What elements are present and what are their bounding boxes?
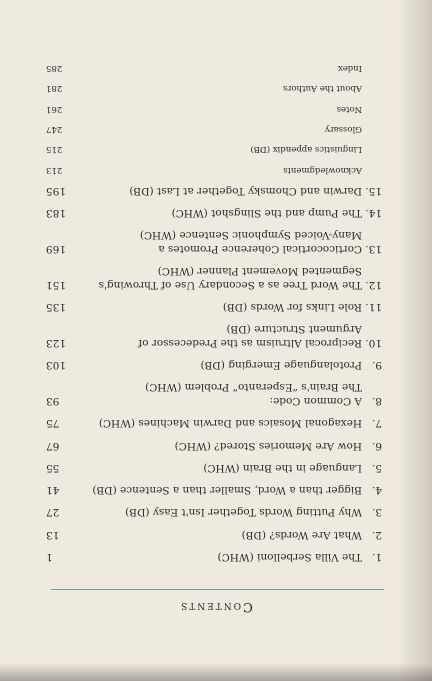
chapter-title-line: Why Putting Words Together Isn't Easy (DB): [125, 506, 362, 519]
chapter-number: 9.: [371, 359, 382, 372]
toc-chapter-entry: [46, 300, 382, 314]
back-matter-row: [46, 82, 382, 93]
chapter-row: [46, 416, 382, 430]
chapter-row: [46, 527, 382, 541]
chapter-row: [46, 322, 382, 349]
back-matter-label: Notes: [336, 103, 362, 114]
chapter-title: [68, 264, 362, 291]
chapter-row: [46, 206, 382, 220]
chapter-number: 8.: [371, 394, 382, 407]
chapter-title: [68, 322, 362, 349]
back-matter-row: [46, 143, 382, 154]
table-of-contents: [46, 53, 382, 563]
chapter-number: 7.: [371, 417, 382, 430]
chapter-number: 15.: [365, 184, 382, 197]
chapter-row: [46, 550, 382, 564]
back-matter-page-number: 281: [46, 83, 63, 94]
chapter-number: 14.: [365, 207, 382, 220]
chapter-title: [68, 438, 362, 452]
toc-chapter-entry: [46, 505, 382, 519]
chapter-title-line: The Villa Serbelloni (WHC): [217, 551, 362, 563]
toc-chapter-entry: [46, 438, 382, 452]
chapter-row: [46, 380, 382, 407]
chapter-title-line: Protolanguage Emerging (DB): [200, 359, 362, 372]
chapter-number: 10.: [365, 336, 382, 349]
chapter-row: [46, 438, 382, 452]
toc-chapter-entry: [46, 183, 382, 197]
chapter-title-line: What Are Words? (DB): [241, 528, 362, 541]
toc-chapter-entry: [46, 460, 382, 474]
back-matter-label: Index: [337, 63, 362, 74]
toc-chapter-entry: [46, 380, 382, 407]
chapter-number: 12.: [365, 278, 382, 291]
back-matter-row: [46, 164, 382, 175]
chapter-title-line: Hexagonal Mosaics and Darwin Machines (WHC): [98, 417, 362, 430]
chapter-number: 13.: [365, 242, 382, 255]
chapter-title-line: Reciprocal Altruism as the Predecessor of: [138, 336, 362, 349]
toc-chapter-entry: [46, 322, 382, 349]
chapter-title: [68, 300, 362, 314]
chapter-page-number: 183: [46, 207, 67, 220]
back-matter-label: Glossary: [324, 123, 362, 134]
chapter-title: [68, 380, 362, 407]
toc-back-matter-entry: [46, 103, 382, 114]
back-matter-row: [46, 62, 382, 73]
chapter-page-number: 123: [46, 336, 67, 349]
chapter-page-number: 103: [46, 359, 67, 372]
back-matter-label: Linguistics appendix (DB): [250, 144, 362, 155]
chapter-title: [68, 416, 362, 430]
chapter-page-number: 75: [46, 417, 60, 430]
chapter-title: [68, 358, 362, 372]
toc-back-matter-entry: [46, 62, 382, 73]
chapter-title-line: A Common Code:: [269, 394, 362, 407]
chapter-title-line: Argument Structure (DB): [226, 323, 362, 336]
chapter-title-line: Darwin and Chomsky Together at Last (DB): [129, 184, 362, 197]
chapter-title-line: Bigger than a Word, Smaller than a Sentence (DB): [92, 484, 362, 497]
toc-chapter-entry: [46, 550, 382, 564]
chapter-number: 3.: [371, 506, 382, 519]
chapter-page-number: 41: [46, 484, 60, 497]
back-matter-page-number: 213: [46, 164, 63, 175]
toc-chapter-entry: [46, 228, 382, 255]
toc-back-matter-entry: [46, 164, 382, 175]
chapter-page-number: 195: [46, 184, 67, 197]
back-matter-page-number: 285: [46, 63, 63, 74]
chapter-row: [46, 460, 382, 474]
chapter-page-number: 67: [46, 439, 60, 452]
chapter-page-number: 93: [46, 394, 60, 407]
chapter-number: 6.: [371, 439, 382, 452]
chapter-title: [68, 550, 362, 564]
chapter-page-number: 27: [46, 506, 60, 519]
title-rule: [51, 589, 384, 590]
back-matter-page-number: 215: [46, 144, 63, 155]
toc-back-matter-entry: [46, 123, 382, 134]
chapter-title: [68, 228, 362, 255]
chapter-title-line: The Brain's “Esperanto” Problem (WHC): [145, 381, 362, 394]
chapter-page-number: 151: [46, 278, 67, 291]
toc-chapter-entry: [46, 483, 382, 497]
back-matter-page-number: 261: [46, 103, 63, 114]
toc-chapter-entry: [46, 527, 382, 541]
toc-back-matter-entry: [46, 143, 382, 154]
toc-chapter-entry: [46, 416, 382, 430]
chapter-page-number: 169: [46, 242, 67, 255]
back-matter-label: About the Authors: [283, 83, 362, 94]
chapter-title-line: Role Links for Words (DB): [222, 301, 362, 314]
chapter-title-line: Language in the Brain (WHC): [203, 461, 362, 474]
chapter-page-number: 1: [46, 551, 53, 563]
toc-chapter-entry: [46, 358, 382, 372]
chapter-title: [68, 183, 362, 197]
chapter-title-line: The Pump and the Slingshot (WHC): [171, 207, 362, 220]
toc-chapter-entry: [46, 206, 382, 220]
chapter-number: 1.: [371, 551, 382, 563]
chapter-title-line: How Are Memories Stored? (WHC): [174, 439, 362, 452]
back-matter-page-number: 247: [46, 123, 63, 134]
chapter-page-number: 135: [46, 301, 67, 314]
chapter-page-number: 55: [46, 461, 60, 474]
chapter-number: 4.: [371, 484, 382, 497]
chapter-title: [68, 527, 362, 541]
back-matter-label: Acknowledgments: [283, 164, 362, 175]
chapter-title: [68, 206, 362, 220]
back-matter-row: [46, 103, 382, 114]
toc-chapter-entry: [46, 264, 382, 291]
chapter-row: [46, 505, 382, 519]
chapter-title-line: Corticocortical Coherence Promotes a: [158, 242, 362, 255]
chapter-row: [46, 358, 382, 372]
contents-title: Contents: [179, 599, 253, 614]
chapter-title-line: Many-Voiced Symphonic Sentence (WHC): [139, 229, 362, 242]
chapter-number: 11.: [365, 301, 382, 314]
chapter-row: [46, 264, 382, 291]
toc-back-matter-entry: [46, 82, 382, 93]
chapter-number: 5.: [371, 461, 382, 474]
chapter-title: [68, 483, 362, 497]
chapter-title: [68, 460, 362, 474]
chapter-row: [46, 228, 382, 255]
chapter-number: 2.: [371, 528, 382, 541]
chapter-row: [46, 483, 382, 497]
chapter-row: [46, 300, 382, 314]
chapter-page-number: 13: [46, 528, 60, 541]
chapter-title-line: The Word Tree as a Secondary Use of Throwing's: [98, 278, 362, 291]
chapter-title: [68, 505, 362, 519]
chapter-title-line: Segmented Movement Planner (WHC): [157, 265, 362, 278]
back-matter-row: [46, 123, 382, 134]
chapter-row: [46, 183, 382, 197]
